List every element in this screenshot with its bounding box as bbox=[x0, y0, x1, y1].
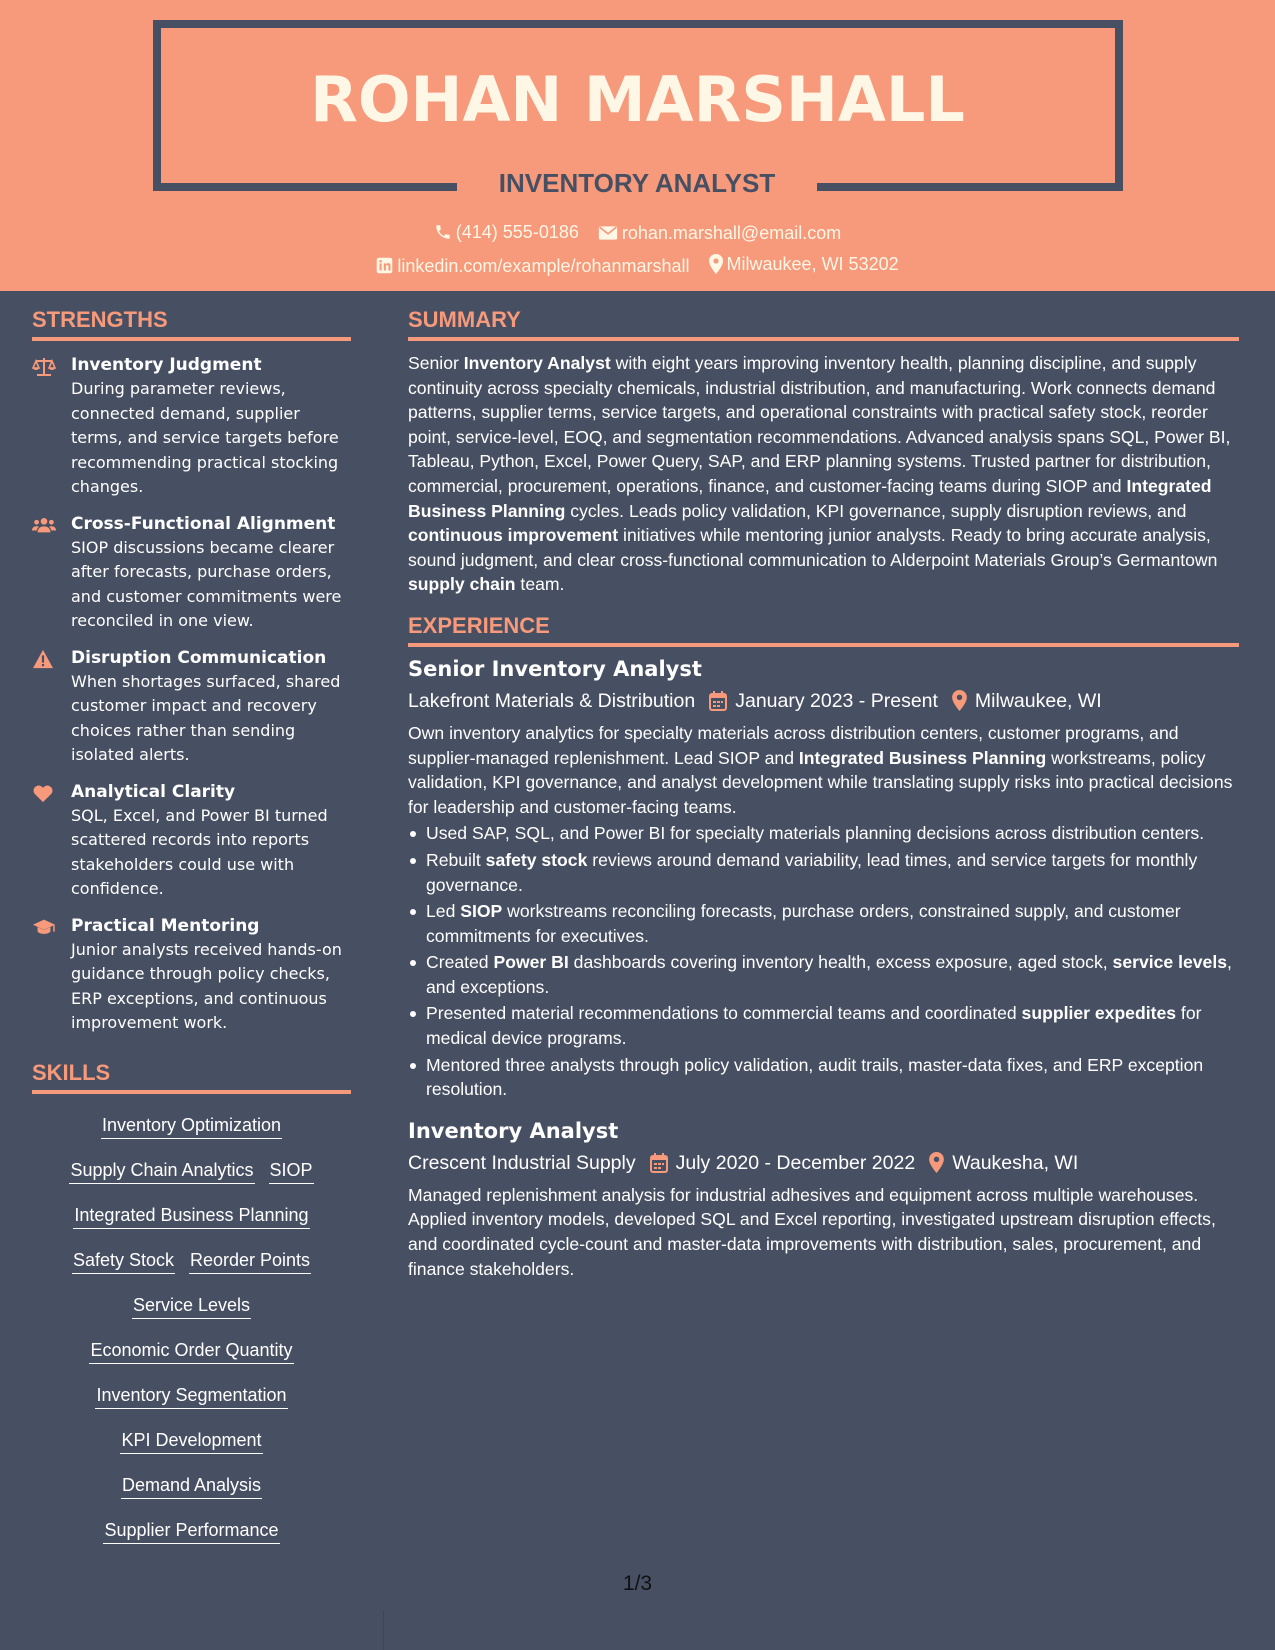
job-entry bbox=[408, 1116, 1239, 1281]
strength-item bbox=[32, 780, 351, 902]
strengths-heading: STRENGTHS bbox=[32, 305, 351, 341]
emphasis-text: Power BI bbox=[493, 952, 569, 973]
job-title: Senior Inventory Analyst bbox=[408, 656, 702, 681]
skill-tag: Inventory Optimization bbox=[101, 1112, 282, 1139]
text-segment: Mentored three analysts through policy validation, audit trails, master-data fixes, and ERP exception resolution. bbox=[426, 1054, 1204, 1100]
skill-tag: Supply Chain Analytics bbox=[69, 1157, 254, 1184]
resume-header bbox=[0, 0, 1275, 291]
calendar-icon bbox=[650, 1153, 668, 1173]
page-number: 1/3 bbox=[622, 1572, 653, 1595]
linkedin-icon bbox=[376, 257, 393, 274]
graduation-cap-icon bbox=[32, 917, 56, 939]
text-segment: with eight years improving inventory health, planning discipline, and supply continuity across specialty chemicals, industrial distribution, and manufacturing. Work connects demand patterns, supplier terms, service targets, and operational constraints with practical safety stock, reorder point, service-level, EOQ, and segmentation recommendations. Advanced analysis spans SQL, Power BI, Tableau, Python, Excel, Power Query, SAP, and ERP planning systems. Trusted partner for distribution, commercial, procurement, operations, finance, and customer-facing teams during SIOP and bbox=[408, 353, 1231, 496]
company-name: Crescent Industrial Supply bbox=[408, 1151, 636, 1174]
balance-scale-icon bbox=[32, 356, 56, 378]
email-text: rohan.marshall@email.com bbox=[621, 223, 842, 243]
heart-icon bbox=[32, 783, 56, 805]
job-title: Inventory Analyst bbox=[408, 1118, 619, 1143]
job-bullets bbox=[408, 821, 1239, 1102]
users-icon bbox=[32, 515, 56, 537]
location-text: Milwaukee, WI 53202 bbox=[726, 254, 899, 274]
skill-tag: Reorder Points bbox=[189, 1247, 311, 1274]
job-description bbox=[408, 1183, 1239, 1281]
map-marker-icon bbox=[929, 1152, 944, 1173]
job-location-text: Waukesha, WI bbox=[952, 1151, 1079, 1174]
job-location bbox=[929, 1148, 1078, 1178]
strength-description: SIOP discussions became clearer after forecasts, purchase orders, and customer commitments were reconciled in one view. bbox=[71, 537, 342, 630]
skill-row bbox=[32, 1247, 351, 1292]
envelope-icon bbox=[598, 225, 618, 241]
text-segment: Led bbox=[426, 901, 461, 922]
text-segment: for medical device programs. bbox=[426, 1003, 1202, 1049]
left-column bbox=[32, 305, 351, 1562]
linkedin-contact[interactable] bbox=[376, 254, 689, 278]
text-segment: Own inventory analytics for specialty materials across distribution centers, customer programs, and supplier-managed replenishment. Lead SIOP and bbox=[408, 722, 1179, 768]
text-segment: Senior bbox=[408, 353, 464, 373]
strengths-list bbox=[32, 353, 351, 1036]
column-divider bbox=[383, 1610, 384, 1650]
job-meta bbox=[408, 686, 1239, 716]
job-entry bbox=[408, 654, 1239, 1102]
skill-row bbox=[32, 1157, 351, 1202]
skill-tag: Economic Order Quantity bbox=[89, 1337, 293, 1364]
skill-row bbox=[32, 1472, 351, 1517]
emphasis-text: Inventory Analyst bbox=[463, 353, 611, 373]
strength-title: Disruption Communication bbox=[71, 647, 327, 668]
skill-tag: Safety Stock bbox=[72, 1247, 175, 1274]
bullet-item bbox=[408, 1053, 1239, 1102]
skill-tag: Integrated Business Planning bbox=[73, 1202, 309, 1229]
skill-row bbox=[32, 1112, 351, 1157]
phone-contact[interactable] bbox=[434, 220, 579, 244]
text-segment: Managed replenishment analysis for industrial adhesives and equipment across multiple warehouses. Applied inventory models, developed SQL and Excel reporting, investigated upstream disruption effects, and coordinated cycle-count and master-data improvements with distribution, sales, procurement, and finance stakeholders. bbox=[408, 1184, 1216, 1279]
text-segment: reviews around demand variability, lead times, and service targets for monthly governance. bbox=[426, 849, 1198, 895]
bullet-item bbox=[408, 821, 1239, 846]
emphasis-text: Integrated Business Planning bbox=[798, 747, 1047, 768]
linkedin-text: linkedin.com/example/rohanmarshall bbox=[397, 255, 690, 276]
skill-row bbox=[32, 1382, 351, 1427]
jobs-list bbox=[408, 654, 1239, 1281]
skill-tag: Inventory Segmentation bbox=[95, 1382, 287, 1409]
skill-tag: Service Levels bbox=[132, 1292, 251, 1319]
job-dates bbox=[709, 686, 938, 716]
strength-description: Junior analysts received hands-on guidance through policy checks, ERP exceptions, and continuous improvement work. bbox=[71, 939, 342, 1032]
strength-description: When shortages surfaced, shared customer impact and recovery choices rather than sending isolated alerts. bbox=[71, 671, 341, 764]
text-segment: workstreams reconciling forecasts, purchase orders, constrained supply, and customer commitments for executives. bbox=[426, 901, 1181, 946]
calendar-icon bbox=[709, 691, 727, 711]
phone-icon bbox=[434, 223, 452, 241]
email-contact[interactable] bbox=[598, 221, 841, 245]
contact-row-primary bbox=[0, 220, 1275, 247]
job-location bbox=[952, 686, 1102, 716]
text-segment: initiatives while mentoring junior analysts. Ready to bring accurate analysis, sound judgment, and clear cross-functional communication to Alderpoint Materials Group’s Germantown bbox=[408, 525, 1218, 570]
phone-text: (414) 555-0186 bbox=[455, 222, 579, 242]
warning-icon bbox=[32, 649, 56, 671]
job-meta bbox=[408, 1148, 1239, 1178]
strength-title: Inventory Judgment bbox=[71, 355, 262, 375]
strength-description: SQL, Excel, and Power BI turned scattered records into reports stakeholders could use with confidence. bbox=[71, 805, 328, 898]
bullet-item bbox=[408, 950, 1239, 999]
text-segment: dashboards covering inventory health, excess exposure, aged stock, bbox=[568, 952, 1113, 973]
company-name: Lakefront Materials & Distribution bbox=[408, 689, 696, 712]
strength-description: During parameter reviews, connected demand, supplier terms, and service targets before recommending practical stocking changes. bbox=[71, 379, 339, 496]
skill-row bbox=[32, 1292, 351, 1337]
text-segment: Created bbox=[426, 952, 494, 973]
bullet-item bbox=[408, 899, 1239, 948]
skill-row bbox=[32, 1337, 351, 1382]
job-dates-text: July 2020 - December 2022 bbox=[675, 1151, 916, 1174]
emphasis-text: service levels bbox=[1112, 952, 1227, 973]
emphasis-text: supplier expedites bbox=[1021, 1003, 1177, 1024]
right-column bbox=[408, 305, 1239, 1281]
strength-title: Practical Mentoring bbox=[71, 915, 260, 936]
text-segment: , and exceptions. bbox=[426, 952, 1232, 997]
emphasis-text: Integrated Business Planning bbox=[408, 475, 1212, 521]
skill-tag: Supplier Performance bbox=[103, 1517, 279, 1544]
map-marker-icon bbox=[952, 690, 967, 711]
emphasis-text: continuous improvement bbox=[408, 525, 619, 546]
job-dates-text: January 2023 - Present bbox=[735, 689, 938, 712]
skill-tag: SIOP bbox=[269, 1157, 314, 1184]
skills-heading: SKILLS bbox=[32, 1058, 351, 1094]
skill-row bbox=[32, 1202, 351, 1247]
skill-row bbox=[32, 1427, 351, 1472]
summary-text bbox=[408, 351, 1239, 597]
text-segment: Used SAP, SQL, and Power BI for specialty materials planning decisions across distribution centers. bbox=[426, 823, 1205, 844]
skill-tag: KPI Development bbox=[120, 1427, 262, 1454]
text-segment: team. bbox=[515, 574, 565, 595]
job-dates bbox=[650, 1148, 916, 1178]
experience-heading: EXPERIENCE bbox=[408, 611, 1239, 647]
strength-title: Cross-Functional Alignment bbox=[71, 513, 336, 534]
location-contact bbox=[709, 252, 899, 276]
candidate-name: ROHAN MARSHALL bbox=[310, 63, 965, 136]
text-segment: Presented material recommendations to commercial teams and coordinated bbox=[426, 1003, 1022, 1024]
bullet-item bbox=[408, 1001, 1239, 1050]
emphasis-text: safety stock bbox=[485, 849, 588, 870]
summary-heading: SUMMARY bbox=[408, 305, 1239, 341]
emphasis-text: SIOP bbox=[460, 901, 503, 922]
map-marker-icon bbox=[709, 254, 723, 274]
strength-item bbox=[32, 353, 351, 500]
job-title-banner bbox=[457, 163, 817, 203]
strength-item bbox=[32, 512, 351, 634]
job-description bbox=[408, 721, 1239, 819]
text-segment: Rebuilt bbox=[426, 849, 486, 870]
strength-title: Analytical Clarity bbox=[71, 781, 236, 802]
skill-tag: Demand Analysis bbox=[121, 1472, 262, 1499]
bullet-item bbox=[408, 848, 1239, 897]
emphasis-text: supply chain bbox=[408, 574, 516, 595]
text-segment: cycles. Leads policy validation, KPI governance, supply disruption reviews, and bbox=[565, 500, 1187, 521]
job-location-text: Milwaukee, WI bbox=[974, 689, 1102, 712]
strength-item bbox=[32, 646, 351, 768]
candidate-title: INVENTORY ANALYST bbox=[498, 168, 776, 198]
skill-row bbox=[32, 1517, 351, 1562]
contact-row-secondary bbox=[0, 252, 1275, 280]
text-segment: workstreams, policy validation, KPI governance, and analyst development while translating supply risks into practical decisions for leadership and customer-facing teams. bbox=[408, 747, 1233, 817]
strength-item bbox=[32, 914, 351, 1036]
experience-section bbox=[408, 611, 1239, 1281]
skills-list bbox=[32, 1112, 351, 1562]
